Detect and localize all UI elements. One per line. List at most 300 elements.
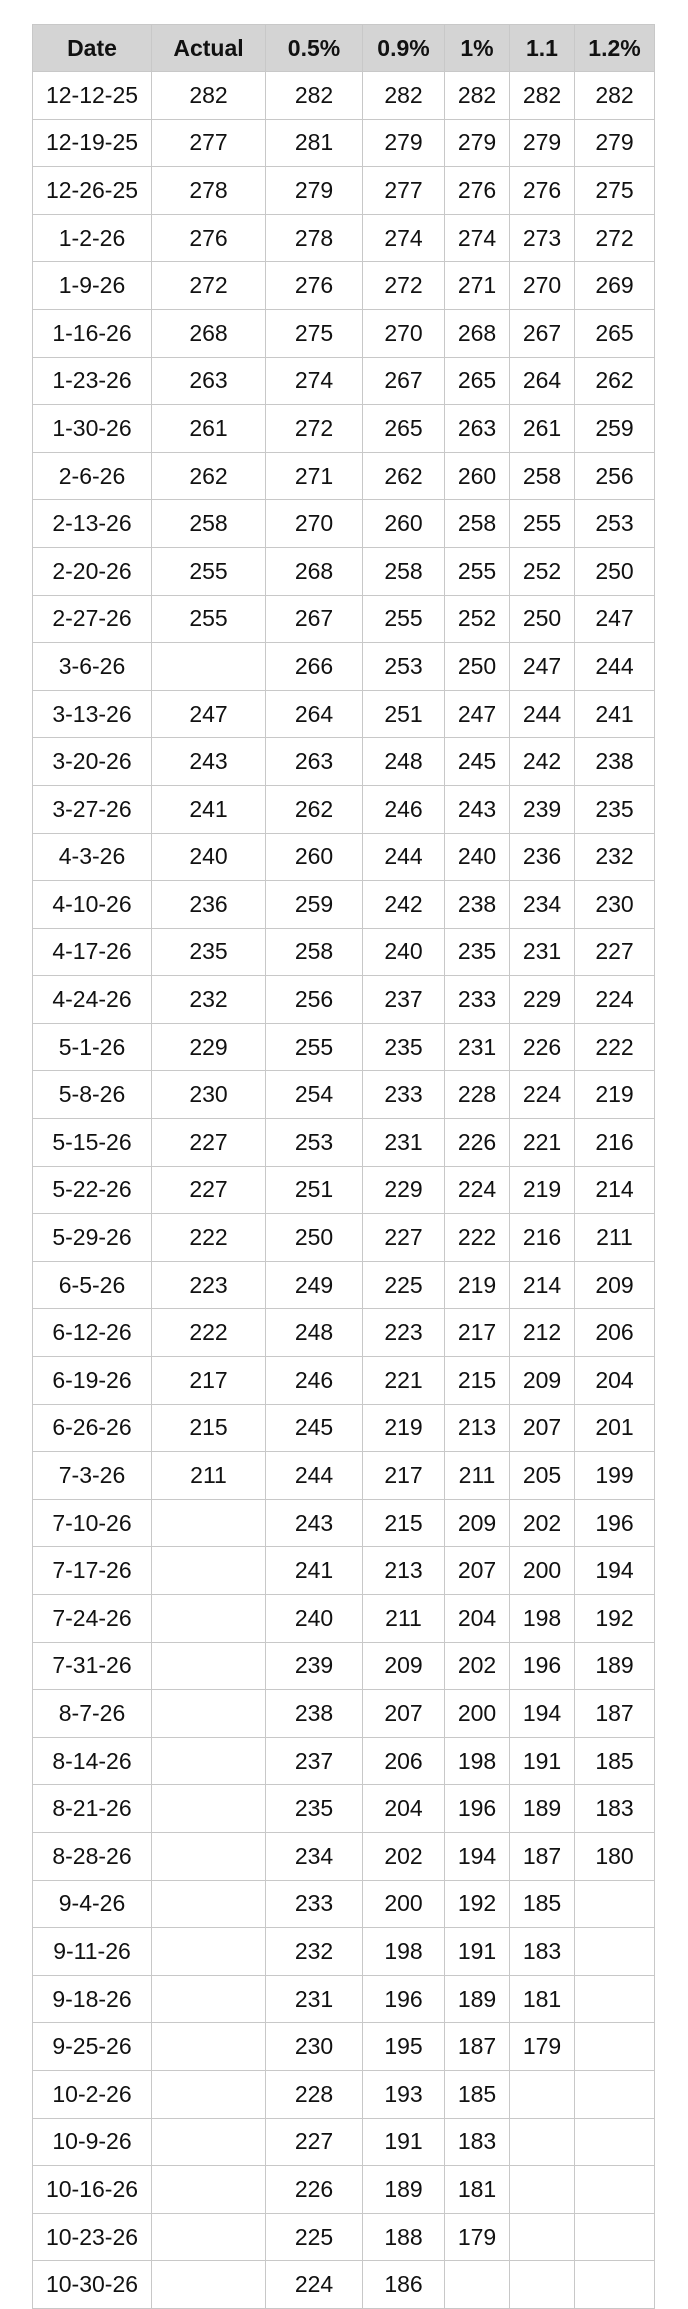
cell-rate-0-5: 237 [266, 1737, 363, 1785]
cell-date: 2-13-26 [33, 500, 152, 548]
column-header-rate-0-5: 0.5% [266, 25, 363, 72]
cell-rate-0-5: 264 [266, 690, 363, 738]
cell-actual: 232 [152, 976, 266, 1024]
cell-actual: 255 [152, 595, 266, 643]
table-row [33, 2213, 655, 2261]
cell-date: 10-23-26 [33, 2213, 152, 2261]
cell-actual: 258 [152, 500, 266, 548]
cell-rate-1-1: 196 [510, 1642, 575, 1690]
cell-rate-0-9: 229 [363, 1166, 445, 1214]
cell-rate-1-2: 219 [575, 1071, 655, 1119]
table-row [33, 309, 655, 357]
table-row [33, 2118, 655, 2166]
cell-rate-1-2: 206 [575, 1309, 655, 1357]
cell-rate-0-5: 276 [266, 262, 363, 310]
cell-actual [152, 1737, 266, 1785]
cell-rate-0-9: 215 [363, 1499, 445, 1547]
cell-date: 5-1-26 [33, 1023, 152, 1071]
cell-rate-1-2: 211 [575, 1214, 655, 1262]
cell-rate-0-9: 255 [363, 595, 445, 643]
table-row [33, 595, 655, 643]
table-row [33, 928, 655, 976]
cell-rate-1: 231 [445, 1023, 510, 1071]
cell-rate-1: 207 [445, 1547, 510, 1595]
cell-rate-1-1: 191 [510, 1737, 575, 1785]
cell-rate-1-2: 227 [575, 928, 655, 976]
cell-rate-1-2: 253 [575, 500, 655, 548]
cell-date: 7-24-26 [33, 1595, 152, 1643]
cell-rate-1-2 [575, 2023, 655, 2071]
cell-rate-0-5: 234 [266, 1832, 363, 1880]
cell-rate-0-5: 235 [266, 1785, 363, 1833]
table-row [33, 1928, 655, 1976]
cell-rate-0-9: 248 [363, 738, 445, 786]
cell-rate-1: 235 [445, 928, 510, 976]
cell-rate-1-1: 202 [510, 1499, 575, 1547]
cell-rate-1-1: 209 [510, 1357, 575, 1405]
cell-date: 6-5-26 [33, 1261, 152, 1309]
cell-rate-1-1: 270 [510, 262, 575, 310]
cell-date: 8-21-26 [33, 1785, 152, 1833]
cell-rate-0-9: 188 [363, 2213, 445, 2261]
cell-rate-0-5: 268 [266, 547, 363, 595]
cell-rate-0-9: 211 [363, 1595, 445, 1643]
table-body [33, 72, 655, 2309]
table-row [33, 881, 655, 929]
cell-rate-0-9: 209 [363, 1642, 445, 1690]
column-header-rate-1-2: 1.2% [575, 25, 655, 72]
cell-rate-0-9: 267 [363, 357, 445, 405]
cell-rate-0-5: 259 [266, 881, 363, 929]
cell-rate-1-1: 212 [510, 1309, 575, 1357]
column-header-rate-1-1: 1.1 [510, 25, 575, 72]
cell-rate-0-9: 196 [363, 1975, 445, 2023]
cell-actual [152, 2023, 266, 2071]
cell-rate-0-5: 278 [266, 214, 363, 262]
cell-rate-0-9: 200 [363, 1880, 445, 1928]
cell-rate-0-9: 279 [363, 119, 445, 167]
cell-rate-1: 247 [445, 690, 510, 738]
cell-rate-0-5: 272 [266, 405, 363, 453]
cell-rate-1-2: 272 [575, 214, 655, 262]
cell-actual [152, 1832, 266, 1880]
cell-date: 1-9-26 [33, 262, 152, 310]
cell-rate-1: 226 [445, 1119, 510, 1167]
cell-actual [152, 643, 266, 691]
table-row [33, 976, 655, 1024]
column-header-actual: Actual [152, 25, 266, 72]
table-row [33, 167, 655, 215]
cell-rate-1: 192 [445, 1880, 510, 1928]
cell-actual: 263 [152, 357, 266, 405]
cell-date: 8-28-26 [33, 1832, 152, 1880]
cell-actual: 255 [152, 547, 266, 595]
cell-rate-1-2: 192 [575, 1595, 655, 1643]
cell-rate-0-9: 207 [363, 1690, 445, 1738]
cell-actual: 236 [152, 881, 266, 929]
table-row [33, 547, 655, 595]
cell-rate-1-1 [510, 2261, 575, 2309]
cell-rate-0-5: 263 [266, 738, 363, 786]
cell-rate-0-5: 231 [266, 1975, 363, 2023]
cell-rate-1-1 [510, 2070, 575, 2118]
cell-rate-1-1: 242 [510, 738, 575, 786]
cell-rate-0-5: 241 [266, 1547, 363, 1595]
cell-actual [152, 1642, 266, 1690]
cell-rate-1: 187 [445, 2023, 510, 2071]
cell-rate-0-9: 262 [363, 452, 445, 500]
cell-rate-0-5: 227 [266, 2118, 363, 2166]
cell-rate-0-5: 255 [266, 1023, 363, 1071]
table-row [33, 1737, 655, 1785]
cell-rate-1-1: 179 [510, 2023, 575, 2071]
cell-rate-1: 204 [445, 1595, 510, 1643]
cell-rate-1-2: 224 [575, 976, 655, 1024]
table-row [33, 1166, 655, 1214]
cell-actual [152, 1975, 266, 2023]
cell-rate-1-2: 214 [575, 1166, 655, 1214]
cell-rate-0-5: 254 [266, 1071, 363, 1119]
cell-rate-1: 268 [445, 309, 510, 357]
cell-rate-1-2: 204 [575, 1357, 655, 1405]
cell-rate-1-2: 183 [575, 1785, 655, 1833]
cell-rate-0-9: 233 [363, 1071, 445, 1119]
cell-rate-0-9: 258 [363, 547, 445, 595]
cell-date: 4-24-26 [33, 976, 152, 1024]
cell-rate-1: 260 [445, 452, 510, 500]
cell-rate-0-9: 193 [363, 2070, 445, 2118]
cell-actual: 229 [152, 1023, 266, 1071]
cell-rate-1-2: 199 [575, 1452, 655, 1500]
table-row [33, 1214, 655, 1262]
cell-rate-1-1 [510, 2118, 575, 2166]
table-row [33, 500, 655, 548]
cell-rate-1-1: 185 [510, 1880, 575, 1928]
cell-rate-1 [445, 2261, 510, 2309]
cell-date: 7-10-26 [33, 1499, 152, 1547]
table-row [33, 1309, 655, 1357]
cell-rate-0-5: 225 [266, 2213, 363, 2261]
cell-actual [152, 2213, 266, 2261]
header-row [33, 25, 655, 72]
cell-rate-0-9: 270 [363, 309, 445, 357]
cell-rate-0-5: 260 [266, 833, 363, 881]
column-header-rate-0-9: 0.9% [363, 25, 445, 72]
cell-rate-1-1: 267 [510, 309, 575, 357]
cell-rate-1-2: 180 [575, 1832, 655, 1880]
cell-date: 5-8-26 [33, 1071, 152, 1119]
cell-rate-1: 189 [445, 1975, 510, 2023]
cell-rate-1-1: 279 [510, 119, 575, 167]
cell-rate-1: 217 [445, 1309, 510, 1357]
cell-actual: 227 [152, 1166, 266, 1214]
cell-rate-0-5: 239 [266, 1642, 363, 1690]
cell-date: 10-9-26 [33, 2118, 152, 2166]
cell-rate-1-2: 238 [575, 738, 655, 786]
cell-rate-1-2: 196 [575, 1499, 655, 1547]
cell-rate-1-2 [575, 1880, 655, 1928]
cell-date: 2-27-26 [33, 595, 152, 643]
cell-actual [152, 2118, 266, 2166]
cell-rate-0-9: 246 [363, 785, 445, 833]
cell-actual: 230 [152, 1071, 266, 1119]
cell-rate-1-1: 214 [510, 1261, 575, 1309]
cell-rate-1-1: 198 [510, 1595, 575, 1643]
cell-date: 2-6-26 [33, 452, 152, 500]
cell-date: 9-18-26 [33, 1975, 152, 2023]
cell-actual: 277 [152, 119, 266, 167]
cell-rate-1: 185 [445, 2070, 510, 2118]
cell-actual [152, 1547, 266, 1595]
cell-rate-1-2: 189 [575, 1642, 655, 1690]
cell-rate-1-1: 224 [510, 1071, 575, 1119]
table-row [33, 1832, 655, 1880]
cell-actual [152, 2166, 266, 2214]
table-row [33, 690, 655, 738]
cell-rate-0-9: 253 [363, 643, 445, 691]
cell-rate-0-5: 243 [266, 1499, 363, 1547]
cell-rate-1: 202 [445, 1642, 510, 1690]
cell-date: 10-2-26 [33, 2070, 152, 2118]
cell-date: 3-20-26 [33, 738, 152, 786]
cell-rate-0-9: 191 [363, 2118, 445, 2166]
cell-rate-1-1: 205 [510, 1452, 575, 1500]
cell-rate-1: 183 [445, 2118, 510, 2166]
cell-rate-1: 250 [445, 643, 510, 691]
table-row [33, 262, 655, 310]
table-row [33, 1547, 655, 1595]
cell-rate-1-2: 269 [575, 262, 655, 310]
cell-rate-0-5: 250 [266, 1214, 363, 1262]
cell-actual [152, 2070, 266, 2118]
cell-rate-0-9: 235 [363, 1023, 445, 1071]
cell-actual: 268 [152, 309, 266, 357]
cell-rate-1-1: 216 [510, 1214, 575, 1262]
cell-rate-1-2: 230 [575, 881, 655, 929]
cell-rate-1: 211 [445, 1452, 510, 1500]
cell-rate-1: 179 [445, 2213, 510, 2261]
cell-date: 9-4-26 [33, 1880, 152, 1928]
cell-rate-0-5: 230 [266, 2023, 363, 2071]
cell-date: 3-6-26 [33, 643, 152, 691]
table-row [33, 1452, 655, 1500]
cell-rate-0-5: 251 [266, 1166, 363, 1214]
table-row [33, 1975, 655, 2023]
cell-rate-1: 224 [445, 1166, 510, 1214]
cell-rate-1-1: 181 [510, 1975, 575, 2023]
cell-actual: 278 [152, 167, 266, 215]
cell-rate-0-9: 195 [363, 2023, 445, 2071]
cell-rate-1-2: 259 [575, 405, 655, 453]
table-row [33, 1404, 655, 1452]
cell-date: 6-26-26 [33, 1404, 152, 1452]
cell-actual: 272 [152, 262, 266, 310]
table-row [33, 1071, 655, 1119]
cell-date: 3-13-26 [33, 690, 152, 738]
cell-actual [152, 1785, 266, 1833]
cell-rate-0-9: 244 [363, 833, 445, 881]
cell-actual: 217 [152, 1357, 266, 1405]
cell-rate-0-5: 253 [266, 1119, 363, 1167]
cell-actual: 261 [152, 405, 266, 453]
cell-rate-1-1: 250 [510, 595, 575, 643]
cell-rate-0-5: 238 [266, 1690, 363, 1738]
table-row [33, 1595, 655, 1643]
cell-rate-1: 198 [445, 1737, 510, 1785]
cell-rate-0-9: 242 [363, 881, 445, 929]
cell-rate-1-1: 247 [510, 643, 575, 691]
cell-date: 10-30-26 [33, 2261, 152, 2309]
cell-rate-1: 245 [445, 738, 510, 786]
cell-rate-1-2: 250 [575, 547, 655, 595]
cell-rate-1-2: 194 [575, 1547, 655, 1595]
cell-rate-1: 282 [445, 72, 510, 120]
cell-rate-0-9: 282 [363, 72, 445, 120]
cell-rate-1-1: 255 [510, 500, 575, 548]
cell-rate-0-5: 258 [266, 928, 363, 976]
cell-rate-0-9: 260 [363, 500, 445, 548]
cell-actual: 240 [152, 833, 266, 881]
cell-rate-0-9: 206 [363, 1737, 445, 1785]
table-row [33, 1690, 655, 1738]
cell-date: 1-2-26 [33, 214, 152, 262]
cell-rate-0-5: 266 [266, 643, 363, 691]
cell-rate-0-9: 225 [363, 1261, 445, 1309]
cell-rate-1: 213 [445, 1404, 510, 1452]
table-row [33, 1023, 655, 1071]
cell-rate-1-2 [575, 2166, 655, 2214]
cell-rate-1: 228 [445, 1071, 510, 1119]
table-row [33, 785, 655, 833]
cell-rate-0-5: 244 [266, 1452, 363, 1500]
table-row [33, 2070, 655, 2118]
cell-rate-1: 240 [445, 833, 510, 881]
cell-rate-1-1: 194 [510, 1690, 575, 1738]
cell-rate-0-5: 246 [266, 1357, 363, 1405]
cell-actual [152, 1499, 266, 1547]
cell-rate-1: 181 [445, 2166, 510, 2214]
cell-actual: 243 [152, 738, 266, 786]
table-row [33, 405, 655, 453]
cell-date: 1-16-26 [33, 309, 152, 357]
cell-rate-1-1: 258 [510, 452, 575, 500]
cell-date: 3-27-26 [33, 785, 152, 833]
cell-date: 12-19-25 [33, 119, 152, 167]
cell-actual: 282 [152, 72, 266, 120]
cell-rate-1-2 [575, 2213, 655, 2261]
cell-rate-0-5: 281 [266, 119, 363, 167]
cell-rate-0-9: 219 [363, 1404, 445, 1452]
cell-rate-1: 215 [445, 1357, 510, 1405]
cell-actual: 262 [152, 452, 266, 500]
cell-date: 1-23-26 [33, 357, 152, 405]
cell-rate-0-5: 249 [266, 1261, 363, 1309]
cell-rate-1-1: 221 [510, 1119, 575, 1167]
table-row [33, 833, 655, 881]
table-row [33, 2023, 655, 2071]
cell-actual [152, 2261, 266, 2309]
cell-rate-1-1: 239 [510, 785, 575, 833]
column-header-date: Date [33, 25, 152, 72]
cell-rate-0-5: 233 [266, 1880, 363, 1928]
cell-rate-1: 194 [445, 1832, 510, 1880]
cell-date: 2-20-26 [33, 547, 152, 595]
cell-date: 9-11-26 [33, 1928, 152, 1976]
cell-rate-1-1: 244 [510, 690, 575, 738]
table-row [33, 738, 655, 786]
cell-rate-1-1: 189 [510, 1785, 575, 1833]
cell-actual: 241 [152, 785, 266, 833]
cell-date: 4-10-26 [33, 881, 152, 929]
cell-rate-1-1: 264 [510, 357, 575, 405]
cell-rate-0-9: 227 [363, 1214, 445, 1262]
cell-actual: 227 [152, 1119, 266, 1167]
cell-rate-0-9: 277 [363, 167, 445, 215]
cell-actual: 276 [152, 214, 266, 262]
cell-actual: 222 [152, 1214, 266, 1262]
cell-actual: 222 [152, 1309, 266, 1357]
cell-date: 10-16-26 [33, 2166, 152, 2214]
cell-rate-0-9: 198 [363, 1928, 445, 1976]
cell-rate-0-9: 204 [363, 1785, 445, 1833]
column-header-rate-1: 1% [445, 25, 510, 72]
cell-date: 8-7-26 [33, 1690, 152, 1738]
cell-rate-1: 265 [445, 357, 510, 405]
cell-rate-1-1 [510, 2213, 575, 2261]
table-row [33, 1880, 655, 1928]
cell-rate-0-5: 270 [266, 500, 363, 548]
cell-date: 6-19-26 [33, 1357, 152, 1405]
cell-rate-1-2: 241 [575, 690, 655, 738]
table-row [33, 214, 655, 262]
table-header [33, 25, 655, 72]
table-row [33, 643, 655, 691]
cell-rate-1-2: 279 [575, 119, 655, 167]
table-row [33, 2261, 655, 2309]
cell-rate-0-9: 221 [363, 1357, 445, 1405]
cell-rate-1: 271 [445, 262, 510, 310]
cell-rate-0-5: 228 [266, 2070, 363, 2118]
cell-date: 9-25-26 [33, 2023, 152, 2071]
table-row [33, 1119, 655, 1167]
cell-rate-1: 252 [445, 595, 510, 643]
cell-date: 1-30-26 [33, 405, 152, 453]
cell-rate-0-9: 217 [363, 1452, 445, 1500]
cell-rate-0-9: 231 [363, 1119, 445, 1167]
cell-rate-0-9: 237 [363, 976, 445, 1024]
cell-date: 7-17-26 [33, 1547, 152, 1595]
cell-rate-1: 200 [445, 1690, 510, 1738]
cell-rate-1-1: 282 [510, 72, 575, 120]
cell-date: 5-15-26 [33, 1119, 152, 1167]
cell-actual [152, 1690, 266, 1738]
cell-actual: 211 [152, 1452, 266, 1500]
cell-rate-0-5: 279 [266, 167, 363, 215]
cell-rate-1-2 [575, 2070, 655, 2118]
cell-rate-1: 255 [445, 547, 510, 595]
cell-rate-0-5: 275 [266, 309, 363, 357]
cell-rate-1: 238 [445, 881, 510, 929]
cell-date: 5-29-26 [33, 1214, 152, 1262]
cell-rate-1-1: 187 [510, 1832, 575, 1880]
cell-rate-1-1: 231 [510, 928, 575, 976]
cell-rate-1-2 [575, 1975, 655, 2023]
cell-rate-1-2: 185 [575, 1737, 655, 1785]
table-row [33, 1357, 655, 1405]
cell-rate-1-1: 252 [510, 547, 575, 595]
cell-rate-1-2: 262 [575, 357, 655, 405]
cell-rate-1-2: 222 [575, 1023, 655, 1071]
